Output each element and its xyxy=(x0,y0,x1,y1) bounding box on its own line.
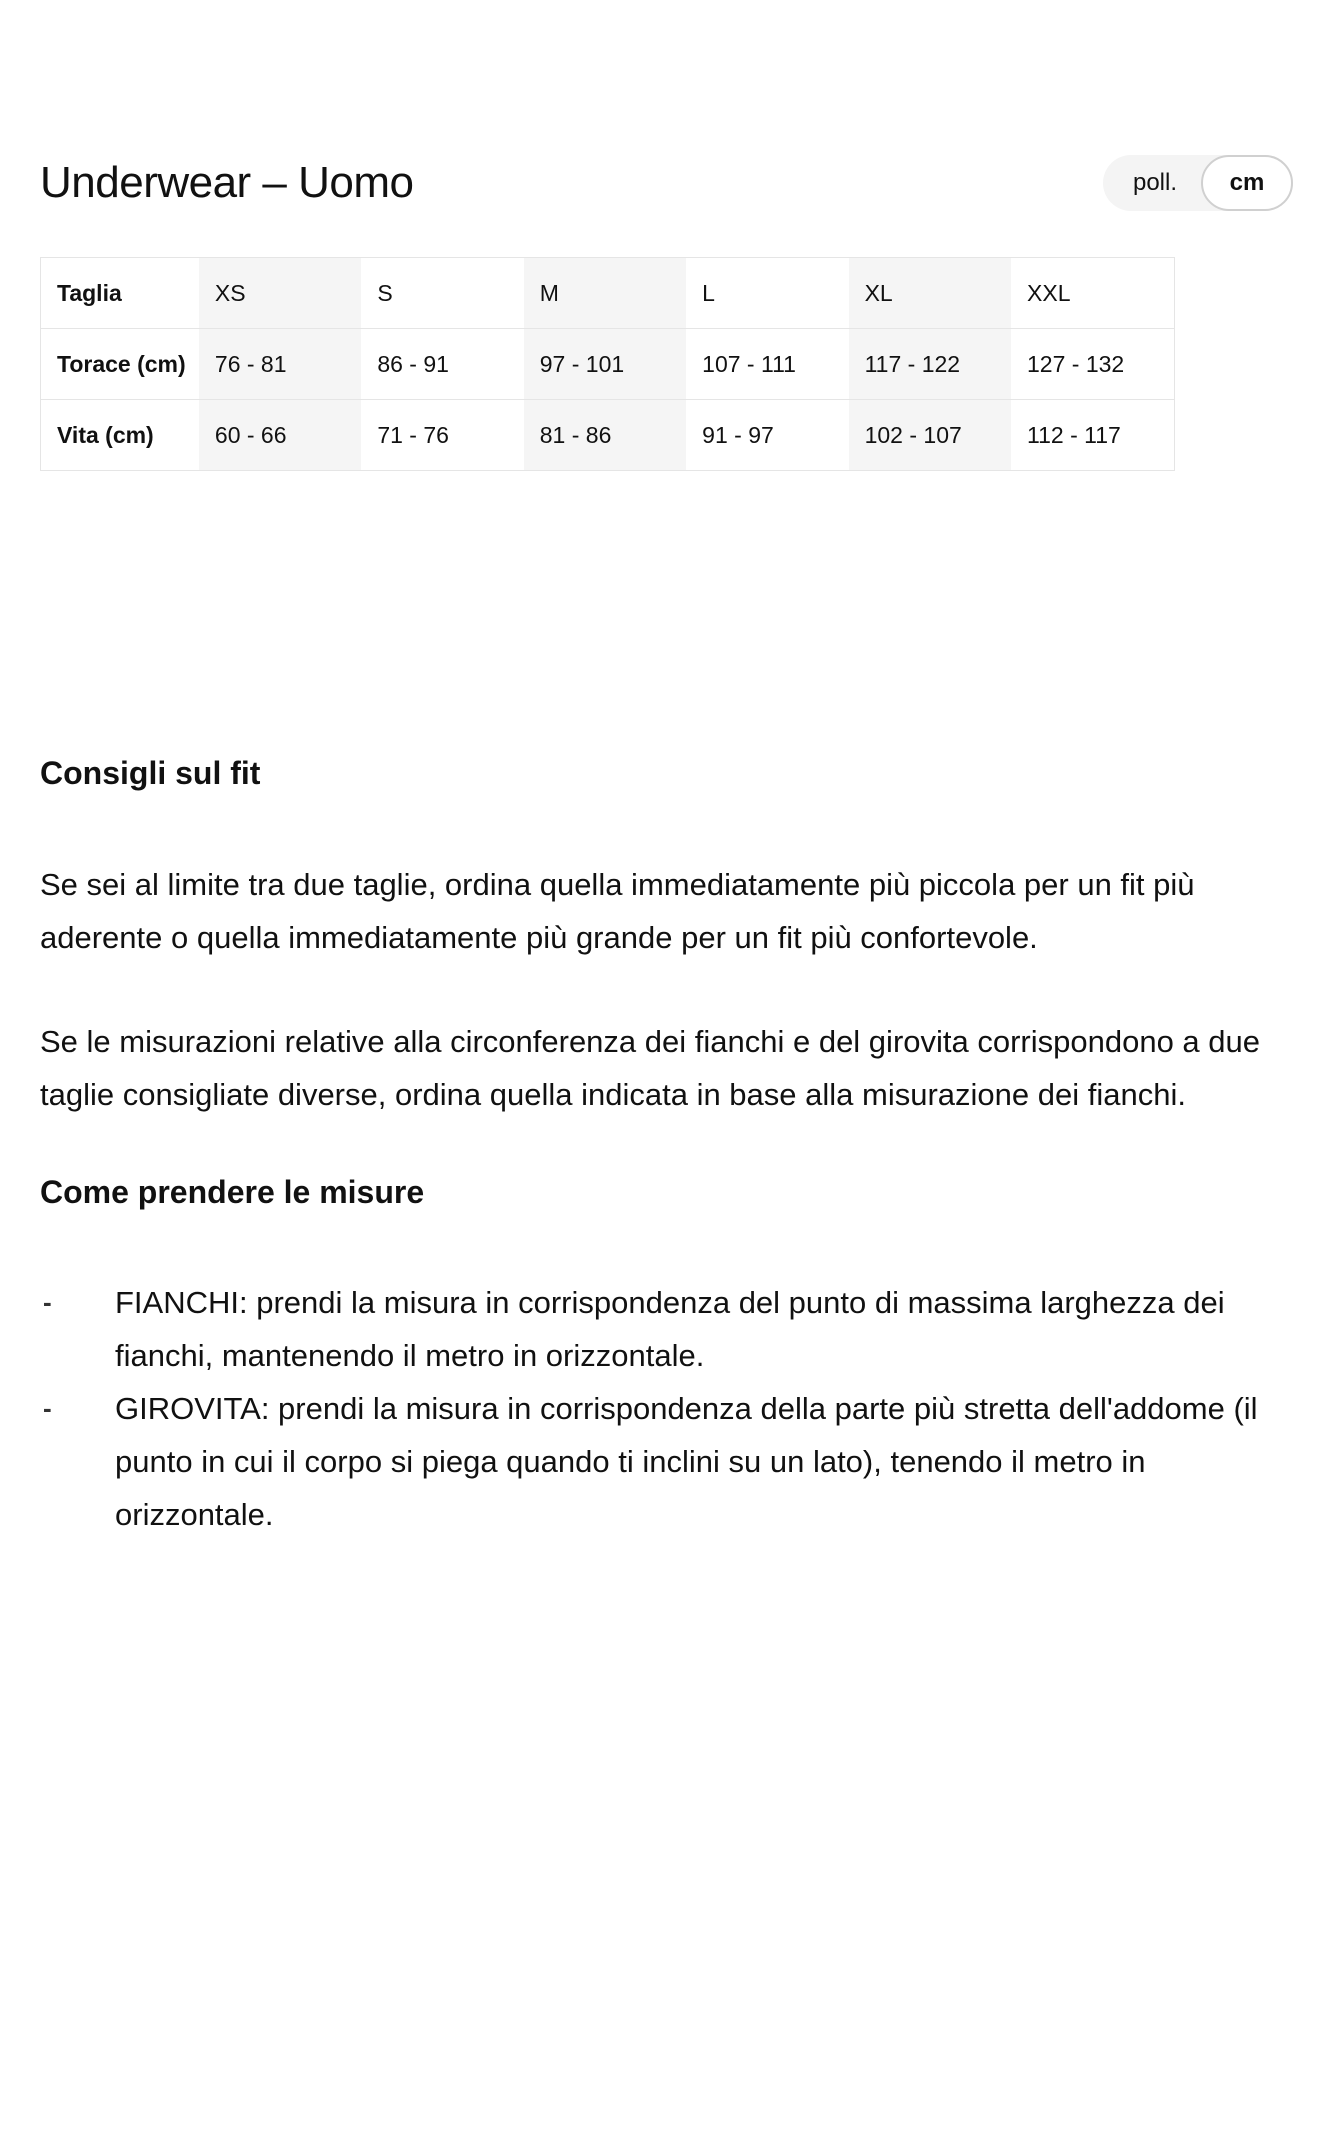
cell-torace-l: 107 - 111 xyxy=(702,350,796,377)
cell-vita-s: 71 - 76 xyxy=(377,421,449,448)
unit-option-inches[interactable]: poll. xyxy=(1103,155,1201,211)
column-header-xl: XL xyxy=(849,258,1011,329)
cell-vita-xs: 60 - 66 xyxy=(199,400,361,471)
unit-option-cm-selected[interactable]: cm xyxy=(1201,155,1293,211)
fit-advice-paragraph-1: Se sei al limite tra due taglie, ordina quella immediatamente più piccola per un fit più aderente o quella immediatamente più grande per un fit più confortevole. xyxy=(40,867,1195,955)
cell-torace-xl: 117 - 122 xyxy=(849,329,1011,400)
column-header-taglia: Taglia xyxy=(57,279,122,306)
column-header-s: S xyxy=(377,279,393,306)
measure-guide-heading: Come prendere le misure xyxy=(40,1174,425,1210)
list-item-fianchi xyxy=(40,1276,1293,1382)
list-item-girovita xyxy=(40,1382,1293,1541)
table-row-vita xyxy=(41,400,1175,471)
list-item-text: FIANCHI: prendi la misura in corrispondenza del punto di massima larghezza dei fianchi, mantenendo il metro in orizzontale. xyxy=(115,1285,1225,1373)
size-guide-header xyxy=(40,155,1293,211)
cell-vita-xxl: 112 - 117 xyxy=(1027,421,1121,448)
size-guide-page xyxy=(0,155,1333,1541)
bullet-marker: - xyxy=(43,1393,52,1423)
fit-advice-heading: Consigli sul fit xyxy=(40,755,261,791)
cell-vita-l: 91 - 97 xyxy=(702,421,774,448)
list-item-text: GIROVITA: prendi la misura in corrispondenza della parte più stretta dell'addome (il punto in cui il corpo si piega quando ti inclini su un lato), tenendo il metro in orizzontale. xyxy=(115,1391,1258,1532)
row-label-torace: Torace (cm) xyxy=(57,350,186,377)
cell-torace-s: 86 - 91 xyxy=(377,350,449,377)
cell-vita-xl: 102 - 107 xyxy=(849,400,1011,471)
cell-vita-m: 81 - 86 xyxy=(524,400,686,471)
unit-toggle[interactable] xyxy=(1103,155,1293,211)
bullet-marker: - xyxy=(43,1287,52,1317)
fit-advice-paragraph-2: Se le misurazioni relative alla circonferenza dei fianchi e del girovita corrispondono a due taglie consigliate diverse, ordina quella indicata in base alla misurazione dei fianchi. xyxy=(40,1024,1261,1112)
cell-torace-m: 97 - 101 xyxy=(524,329,686,400)
cell-torace-xxl: 127 - 132 xyxy=(1027,350,1125,377)
page-title: Underwear – Uomo xyxy=(40,158,414,207)
measure-guide-list xyxy=(40,1276,1293,1541)
column-header-xxl: XXL xyxy=(1027,279,1071,306)
row-label-vita: Vita (cm) xyxy=(57,421,154,448)
size-chart-table xyxy=(40,257,1175,471)
column-header-m: M xyxy=(524,258,686,329)
cell-torace-xs: 76 - 81 xyxy=(199,329,361,400)
table-header-row xyxy=(41,258,1175,329)
column-header-xs: XS xyxy=(199,258,361,329)
column-header-l: L xyxy=(702,279,715,306)
table-row-torace xyxy=(41,329,1175,400)
